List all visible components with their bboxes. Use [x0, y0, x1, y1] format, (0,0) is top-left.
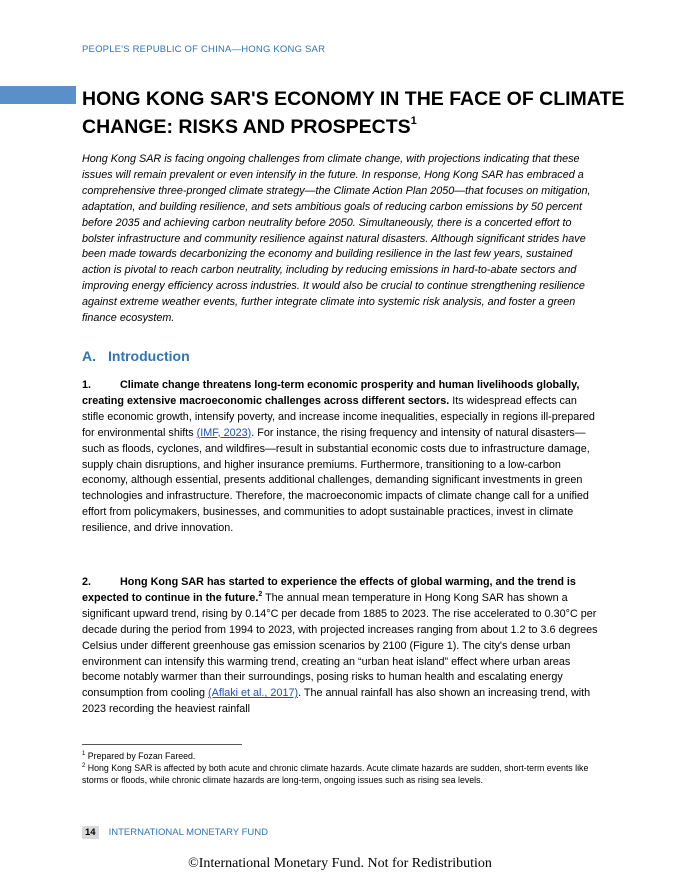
paragraph-text: The annual mean temperature in Hong Kong SAR has shown a significant upward trend, rising by 0.14°C per decade from 1885 to 2023. The rise accelerated to 0.30°C per decade during the period from 1994 to 2023, with projected increases ranging from about 1.2 to 3.6 degrees Celsius under different greenhouse gas emission scenarios by 2100 (Figure 1). The city's dense urban environment can intensify this warming trend, creating an “urban heat island” effect where urban areas become notably warmer than their surroundings, posing risks to human health and escalating energy consumption from cooling — [82, 591, 598, 700]
paragraph-number: 1. — [82, 379, 92, 391]
paragraph-text: . For instance, the rising frequency and intensity of natural disasters—such as floods, cyclones, and wildfires—result in substantial economic costs due to infrastructure damage, supply chain disruptions, and higher insurance premiums. Furthermore, transitioning to a low-carbon economy, although essential, presents additional challenges, demanding significant investments in green technologies and infrastructure. Therefore, the macroeconomic impacts of climate change call for a unified effort from policymakers, businesses, and communities to adopt sustainable practices, invest in climate resilience, and drive innovation. — [82, 426, 590, 535]
paragraph-text: . The annual rainfall has also shown an increasing trend, with 2023 recording the heaviest rainfall — [82, 687, 591, 716]
footnotes — [82, 750, 602, 786]
page-title — [82, 85, 642, 141]
citation-link-aflaki-2017[interactable]: (Aflaki et al., 2017) — [208, 687, 299, 700]
title-text: HONG KONG SAR'S ECONOMY IN THE FACE OF CLIMATE CHANGE: RISKS AND PROSPECTS — [82, 88, 625, 138]
summary-paragraph: Hong Kong SAR is facing ongoing challenges from climate change, with projections indicating that these issues will remain prevalent or even intensify in the future. In response, Hong Kong SAR has embraced a comprehensive three-pronged climate strategy—the Climate Action Plan 2050—that focuses on mitigation, adaptation, and building resilience, and sets ambitious goals of reducing carbon emissions by 50 percent before 2035 and achieving carbon neutrality before 2050. Simultaneously, there is a concerted effort to bolster infrastructure and community resilience against natural disasters. Although significant strides have been made towards decarbonizing the economy and building resilience in the last few years, sustained action is pivotal to reach carbon neutrality, including by reducing emissions in hard-to-abate sectors and improving energy efficiency across industries. It would also be crucial to continue strengthening resilience against extreme weather events, further integrate climate into systemic risk analysis, and foster a green finance ecosystem. — [82, 153, 591, 325]
section-letter: A. — [82, 348, 96, 364]
running-header: PEOPLE'S REPUBLIC OF CHINA—HONG KONG SAR — [82, 44, 326, 55]
paragraph-text: Its widespread effects can stifle economic growth, intensify poverty, and increase income inequalities, especially in regions ill-prepared for environmental shifts — [82, 394, 595, 439]
footnote-text: Hong Kong SAR is affected by both acute and chronic climate hazards. Acute climate hazards are sudden, short-term events like storms or floods, while chronic climate hazards are long-term, ongoing issues such as rising sea levels. — [82, 763, 589, 785]
paragraph-lead: Hong Kong SAR has started to experience the effects of global warming, and the trend is expected to continue in the future. — [82, 576, 576, 604]
citation-link-imf-2023[interactable]: (IMF, 2023) — [196, 426, 252, 439]
page-footer — [82, 826, 268, 839]
copyright-notice: ©International Monetary Fund. Not for Redistribution — [188, 856, 492, 871]
footnote-1 — [82, 750, 602, 762]
publisher-name: INTERNATIONAL MONETARY FUND — [108, 827, 268, 838]
section-heading — [82, 348, 190, 364]
paragraph-1 — [82, 378, 602, 537]
page-number: 14 — [82, 826, 99, 839]
title-accent-bar — [0, 86, 76, 104]
footnote-mark: 2 — [82, 763, 86, 769]
footnote-text: Prepared by Fozan Fareed. — [85, 751, 196, 761]
footnote-divider — [82, 744, 242, 745]
footnote-mark: 1 — [82, 751, 86, 757]
paragraph-2 — [82, 575, 602, 718]
section-title: Introduction — [108, 348, 190, 364]
title-footnote-mark: 1 — [410, 115, 417, 127]
paragraph-number: 2. — [82, 576, 92, 588]
paragraph-lead: Climate change threatens long-term economic prosperity and human livelihoods globally, creating extensive macroeconomic challenges across different sectors. — [82, 379, 580, 407]
footnote-2 — [82, 762, 602, 786]
footnote-mark: 2 — [258, 590, 263, 598]
